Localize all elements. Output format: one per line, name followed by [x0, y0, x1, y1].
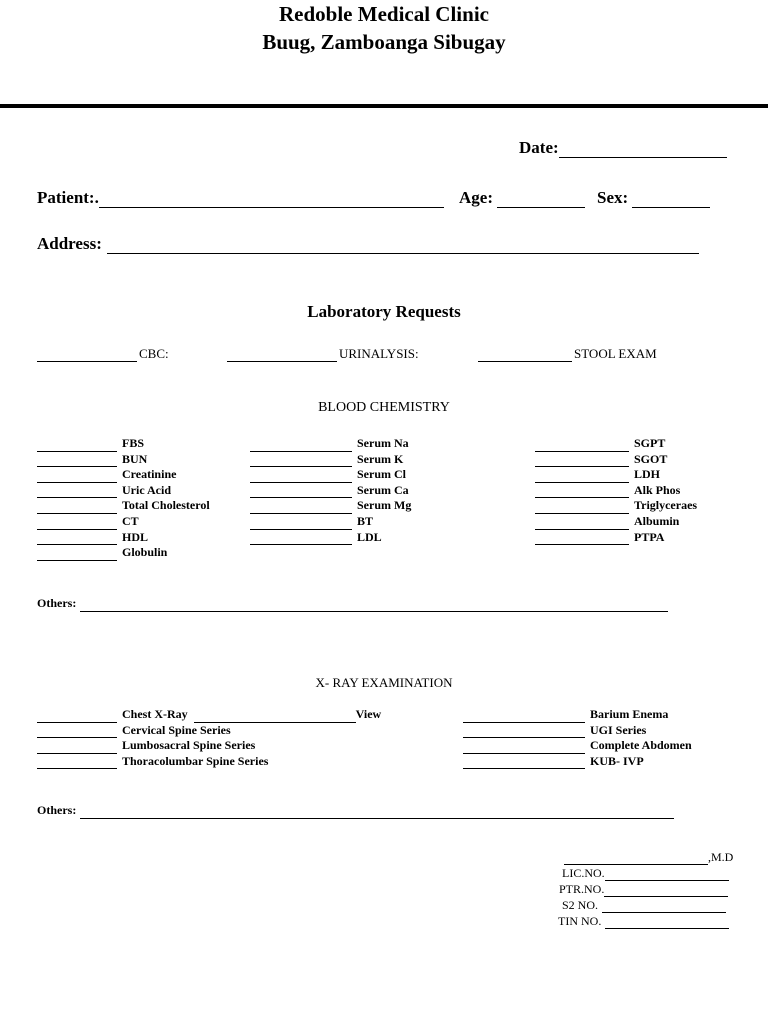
- item-line: [250, 440, 352, 452]
- physician-name-field[interactable]: [564, 850, 733, 865]
- item-line: [535, 533, 629, 545]
- item-label: Albumin: [634, 513, 680, 528]
- checklist-item[interactable]: [535, 452, 697, 468]
- item-label: KUB- IVP: [590, 753, 644, 768]
- urinalysis-line: [227, 350, 337, 362]
- checklist-item[interactable]: [535, 436, 697, 452]
- item-label: Cervical Spine Series: [122, 722, 231, 737]
- tin-no-label: TIN NO.: [558, 914, 602, 928]
- checklist-item[interactable]: [250, 530, 411, 546]
- item-label: FBS: [122, 436, 145, 450]
- checklist-item[interactable]: [37, 707, 381, 723]
- item-line: [37, 742, 117, 754]
- item-line: [37, 711, 117, 723]
- checklist-item[interactable]: [37, 738, 381, 754]
- stool-exam-line: [478, 350, 572, 362]
- checklist-item[interactable]: [463, 738, 692, 754]
- checklist-item[interactable]: [37, 467, 210, 483]
- item-line: [250, 518, 352, 530]
- item-label: Creatinine: [122, 467, 177, 482]
- md-suffix: ,M.D: [708, 850, 734, 864]
- item-label: Serum Na: [357, 436, 409, 450]
- item-label: LDL: [357, 529, 382, 544]
- item-label: Chest X-Ray: [122, 707, 188, 721]
- physician-name-line: [564, 853, 708, 865]
- item-line: [37, 757, 117, 769]
- item-label: BT: [357, 513, 374, 528]
- checklist-item[interactable]: [37, 723, 381, 739]
- item-line: [37, 726, 117, 738]
- item-label: Globulin: [122, 545, 168, 560]
- stool-exam-label: STOOL EXAM: [574, 346, 657, 361]
- ptr-no-label: PTR.NO.: [559, 882, 605, 896]
- item-line: [535, 440, 629, 452]
- address-field[interactable]: [37, 234, 699, 254]
- ptr-no-line: [604, 885, 728, 897]
- checklist-item[interactable]: [250, 452, 411, 468]
- item-line: [535, 486, 629, 498]
- s2-no-label: S2 NO.: [562, 898, 599, 912]
- item-line: [37, 502, 117, 514]
- checklist-item[interactable]: [37, 514, 210, 530]
- xray-others-line: [80, 807, 674, 819]
- cbc-label: CBC:: [139, 346, 169, 361]
- item-line: [250, 502, 352, 514]
- checklist-item[interactable]: [37, 452, 210, 468]
- checklist-item[interactable]: [37, 498, 210, 514]
- lab-requests-title: Laboratory Requests: [307, 302, 461, 321]
- checklist-item[interactable]: [535, 514, 697, 530]
- item-label: Total Cholesterol: [122, 498, 210, 513]
- patient-line: [99, 193, 444, 208]
- checklist-item[interactable]: [37, 436, 210, 452]
- item-label: Barium Enema: [590, 707, 669, 721]
- blood-chemistry-title: BLOOD CHEMISTRY: [318, 400, 450, 415]
- item-line: [37, 440, 117, 452]
- item-label: Serum Mg: [357, 498, 412, 513]
- stool-exam-item[interactable]: [478, 346, 657, 362]
- checklist-item[interactable]: [463, 754, 692, 770]
- date-line: [559, 143, 727, 158]
- checklist-item[interactable]: [250, 483, 411, 499]
- checklist-item[interactable]: [37, 483, 210, 499]
- checklist-item[interactable]: [463, 723, 692, 739]
- item-line: [463, 742, 585, 754]
- item-line: [250, 486, 352, 498]
- item-line: [535, 471, 629, 483]
- item-label: PTPA: [634, 529, 665, 544]
- date-field[interactable]: [519, 138, 727, 158]
- blood-others-label: Others:: [37, 596, 77, 610]
- cbc-item[interactable]: [37, 346, 169, 362]
- item-label: HDL: [122, 529, 149, 544]
- clinic-location: Buug, Zamboanga Sibugay: [262, 30, 506, 54]
- blood-chemistry-col3: [535, 436, 697, 545]
- item-line: [535, 518, 629, 530]
- checklist-item[interactable]: [535, 530, 697, 546]
- item-label: SGOT: [634, 451, 668, 466]
- sex-label: Sex:: [597, 188, 629, 207]
- item-label: Serum Cl: [357, 467, 406, 482]
- date-label: Date:: [519, 138, 559, 157]
- clinic-name: Redoble Medical Clinic: [279, 2, 489, 26]
- checklist-item[interactable]: [37, 545, 210, 561]
- checklist-item[interactable]: [250, 498, 411, 514]
- item-line: [37, 518, 117, 530]
- item-label: BUN: [122, 451, 148, 466]
- xray-others-field[interactable]: [37, 803, 679, 819]
- cbc-line: [37, 350, 137, 362]
- item-line: [463, 757, 585, 769]
- age-line: [497, 193, 585, 208]
- s2-no-field[interactable]: [562, 898, 726, 913]
- checklist-item[interactable]: [535, 467, 697, 483]
- item-line: [463, 726, 585, 738]
- item-label: UGI Series: [590, 722, 647, 737]
- xray-col1: [37, 707, 381, 769]
- checklist-item[interactable]: [37, 530, 210, 546]
- blood-others-field[interactable]: [37, 596, 673, 612]
- item-label: Complete Abdomen: [590, 738, 692, 753]
- item-line: [535, 455, 629, 467]
- item-label: Uric Acid: [122, 482, 171, 497]
- s2-no-line: [602, 901, 726, 913]
- tin-no-field[interactable]: [558, 914, 729, 929]
- item-line: [37, 471, 117, 483]
- checklist-item[interactable]: [250, 514, 411, 530]
- blood-chemistry-col1: [37, 436, 210, 561]
- item-label: SGPT: [634, 436, 666, 450]
- xray-title: X- RAY EXAMINATION: [315, 675, 453, 690]
- view-line: [194, 711, 356, 723]
- tin-no-line: [605, 917, 729, 929]
- lic-no-label: LIC.NO.: [562, 866, 605, 880]
- lic-no-field[interactable]: [562, 866, 729, 881]
- blood-chemistry-col2: [250, 436, 411, 545]
- item-line: [37, 533, 117, 545]
- item-label: LDH: [634, 467, 661, 482]
- item-line: [535, 502, 629, 514]
- checklist-item[interactable]: [463, 707, 692, 723]
- age-label: Age:: [459, 188, 493, 207]
- item-line: [37, 455, 117, 467]
- sex-line: [632, 193, 710, 208]
- item-line: [463, 711, 585, 723]
- item-label: Alk Phos: [634, 482, 681, 497]
- age-field[interactable]: [459, 188, 585, 208]
- item-line: [250, 533, 352, 545]
- item-line: [250, 455, 352, 467]
- item-label: Serum Ca: [357, 482, 409, 497]
- urinalysis-item[interactable]: [227, 346, 419, 362]
- blood-others-line: [80, 600, 668, 612]
- xray-col2: [463, 707, 692, 769]
- item-label: CT: [122, 513, 139, 528]
- item-line: [37, 549, 117, 561]
- patient-field[interactable]: [37, 188, 444, 208]
- address-line: [107, 239, 699, 254]
- urinalysis-label: URINALYSIS:: [339, 346, 419, 361]
- checklist-item[interactable]: [250, 436, 411, 452]
- checklist-item[interactable]: [37, 754, 381, 770]
- header-divider: [0, 104, 768, 108]
- address-label: Address:: [37, 234, 102, 253]
- sex-field[interactable]: [597, 188, 710, 208]
- item-label: Lumbosacral Spine Series: [122, 738, 256, 753]
- lic-no-line: [605, 869, 729, 881]
- item-label: Serum K: [357, 451, 404, 466]
- patient-label: Patient:.: [37, 188, 99, 207]
- xray-others-label: Others:: [37, 803, 77, 817]
- item-line: [250, 471, 352, 483]
- checklist-item[interactable]: [535, 498, 697, 514]
- view-label: View: [355, 707, 382, 721]
- item-line: [37, 486, 117, 498]
- item-label: Thoracolumbar Spine Series: [122, 753, 269, 768]
- ptr-no-field[interactable]: [559, 882, 728, 897]
- checklist-item[interactable]: [250, 467, 411, 483]
- item-label: Triglyceraes: [634, 498, 698, 513]
- checklist-item[interactable]: [535, 483, 697, 499]
